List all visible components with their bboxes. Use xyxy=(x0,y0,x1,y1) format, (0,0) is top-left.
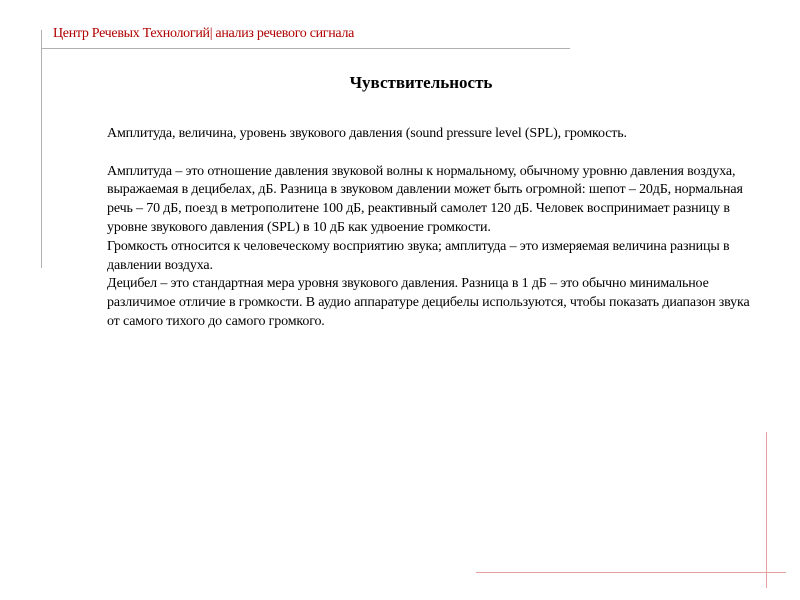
paragraph-intro: Амплитуда, величина, уровень звукового давления (sound pressure level (SPL), громкость. xyxy=(107,126,627,141)
top-horizontal-rule xyxy=(41,48,570,49)
right-vertical-rule xyxy=(766,432,767,588)
paragraph-amplitude: Амплитуда – это отношение давления звуковой волны к нормальному, обычному уровню давления воздуха, выражаемая в децибелах, дБ. Разница в звуковом давлении может быть огромной: шепот – 20дБ, нормальная речь – 70 дБ, поезд в метрополитене 100 дБ, реактивный самолет 120 дБ. Человек воспринимает разницу в уровне звукового давления (SPL) в 10 дБ как удвоение громкости. xyxy=(107,163,743,235)
header-title: Центр Речевых Технологий| анализ речевого сигнала xyxy=(53,26,355,41)
slide-body xyxy=(107,125,752,332)
bottom-horizontal-rule xyxy=(476,572,786,573)
paragraph-loudness: Громкость относится к человеческому восприятию звука; амплитуда – это измеряемая величина разницы в давлении воздуха. xyxy=(107,238,730,273)
left-vertical-rule xyxy=(41,30,42,268)
paragraph-spacer xyxy=(107,144,752,163)
slide-heading: Чувствительность xyxy=(349,73,493,92)
paragraph-decibel: Децибел – это стандартная мера уровня звукового давления. Разница в 1 дБ – это обычно минимальное различимое отличие в громкости. В аудио аппаратуре децибелы используются, чтобы показать диапазон звука от самого тихого до самого громкого. xyxy=(107,276,750,329)
